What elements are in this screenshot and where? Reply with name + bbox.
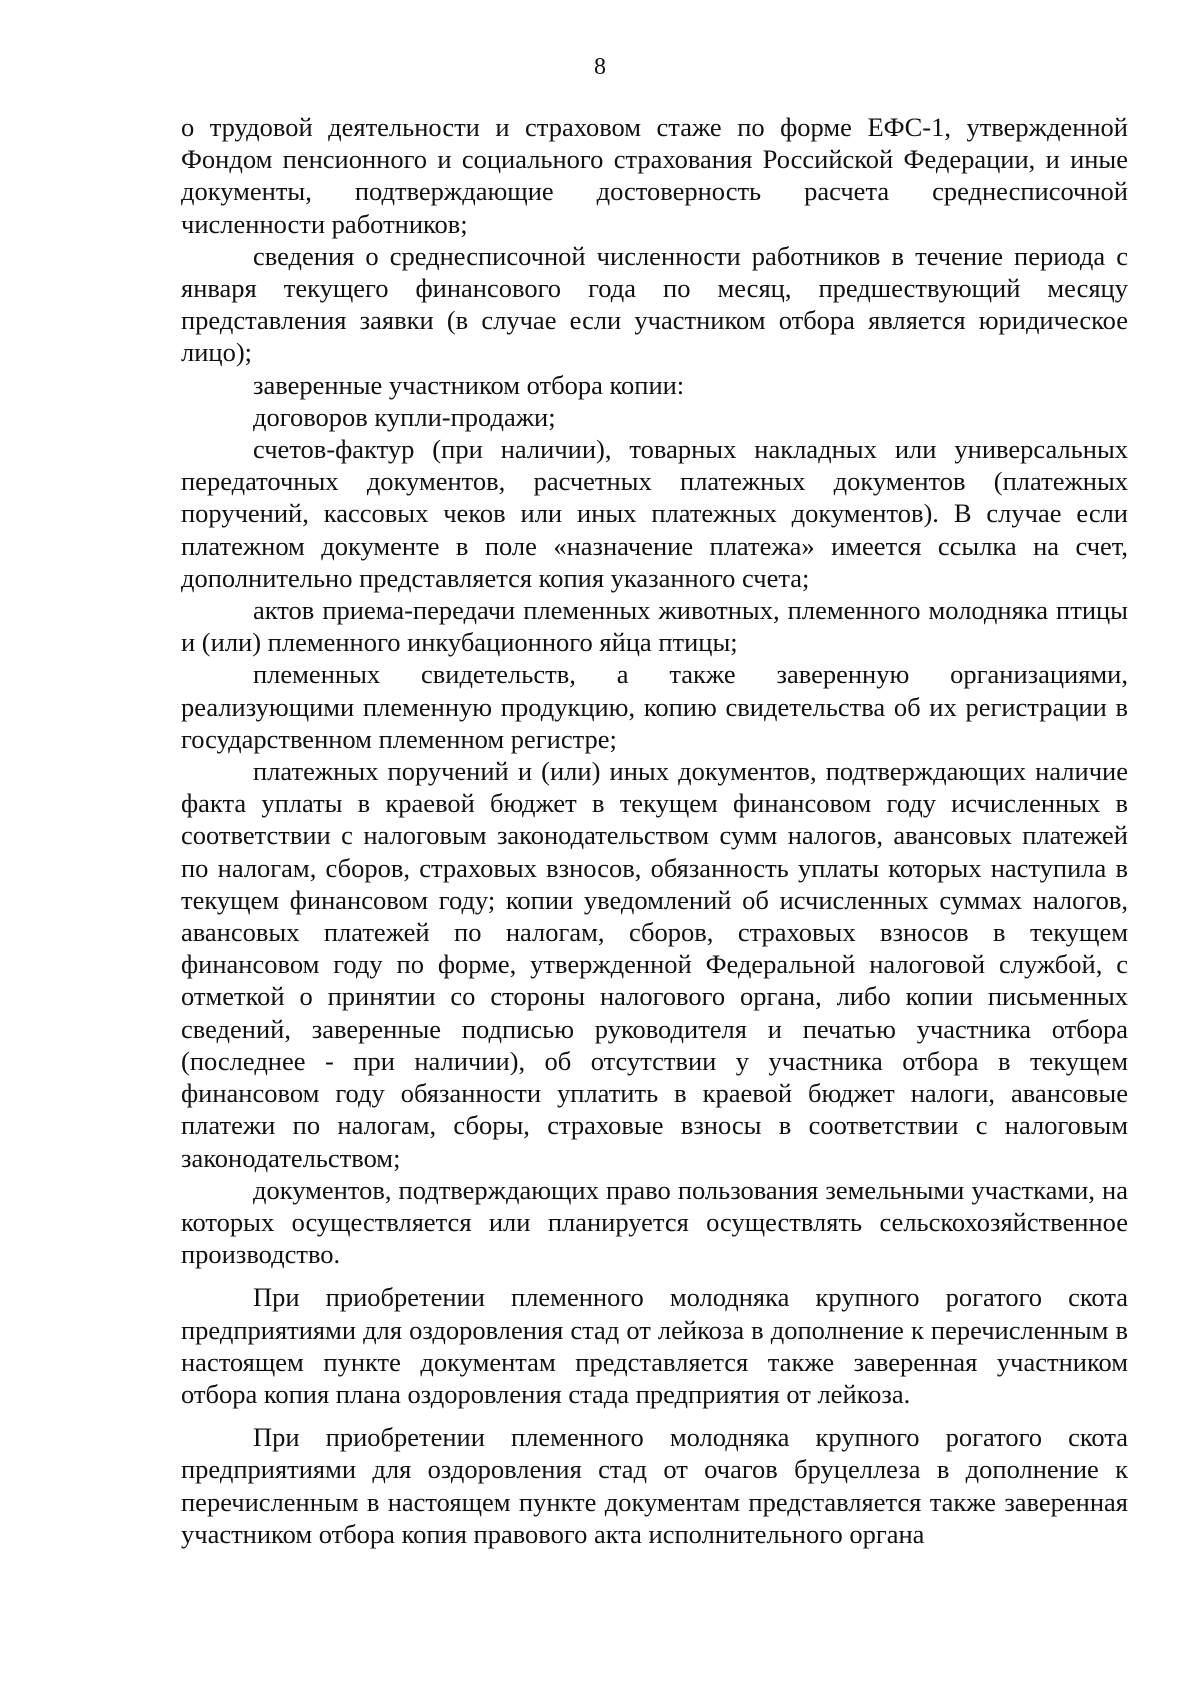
paragraph-land-use: документов, подтверждающих право пользования земельными участками, на которых осуществляется или планируется осуществлять сельскохозяйственное производство. [181, 1174, 1128, 1270]
paragraph-transfer-acts: актов приема-передачи племенных животных, племенного молодняка птицы и (или) племенного инкубационного яйца птицы; [181, 595, 1128, 658]
paragraph-tax-payments: платежных поручений и (или) иных документов, подтверждающих наличие факта уплаты в краевой бюджет в текущем финансовом году исчисленных в соответствии с налоговым законодательством сумм налогов, авансовых платежей по налогам, сборов, страховых взносов, обязанность уплаты которых наступила в текущем финансовом году; копии уведомлений об исчисленных суммах налогов, авансовых платежей по налогам, сборов, страховых взносов в текущем финансовом году по форме, утвержденной Федеральной налоговой службой, с отметкой о принятии со стороны налогового органа, либо копии письменных сведений, заверенные подписью руководителя и печатью участника отбора (последнее - при наличии), об отсутствии у участника отбора в текущем финансовом году обязанности уплатить в краевой бюджет налоги, авансовые платежи по налогам, сборы, страховые взносы в соответствии с налоговым законодательством; [181, 756, 1128, 1173]
paragraph-sale-contracts: договоров купли-продажи; [253, 401, 556, 432]
paragraph-headcount-info: сведения о среднесписочной численности работников в течение периода с января текущего финансового года по месяц, предшествующий месяцу представления заявки (в случае если участником отбора является юридическое лицо); [181, 240, 1128, 368]
paragraph-certified-copies: заверенные участником отбора копии: [253, 369, 685, 400]
paragraph-breeding-certificates: племенных свидетельств, а также заверенную организациями, реализующими племенную продукцию, копию свидетельства об их регистрации в государственном племенном регистре; [181, 659, 1128, 754]
paragraph-efs1-continuation: о трудовой деятельности и страховом стаже по форме ЕФС-1, утвержденной Фондом пенсионного и социального страхования Российской Федерации, и иные документы, подтверждающие достоверность расчета среднесписочной численности работников; [181, 112, 1128, 239]
document-body [181, 111, 1128, 1550]
page-number: 8 [594, 54, 606, 80]
paragraph-brucellosis: При приобретении племенного молодняка крупного рогатого скота предприятиями для оздоровления стад от очагов бруцеллеза в дополнение к перечисленным в настоящем пункте документам представляется также заверенная участником отбора копия правового акта исполнительного органа [181, 1422, 1128, 1549]
paragraph-invoices: счетов-фактур (при наличии), товарных накладных или универсальных передаточных документов, расчетных платежных документов (платежных поручений, кассовых чеков или иных платежных документов). В случае если платежном документе в поле «назначение платежа» имеется ссылка на счет, дополнительно представляется копия указанного счета; [181, 434, 1128, 593]
paragraph-leukosis: При приобретении племенного молодняка крупного рогатого скота предприятиями для оздоровления стад от лейкоза в дополнение к перечисленным в настоящем пункте документам представляется также заверенная участником отбора копия плана оздоровления стада предприятия от лейкоза. [181, 1282, 1128, 1409]
